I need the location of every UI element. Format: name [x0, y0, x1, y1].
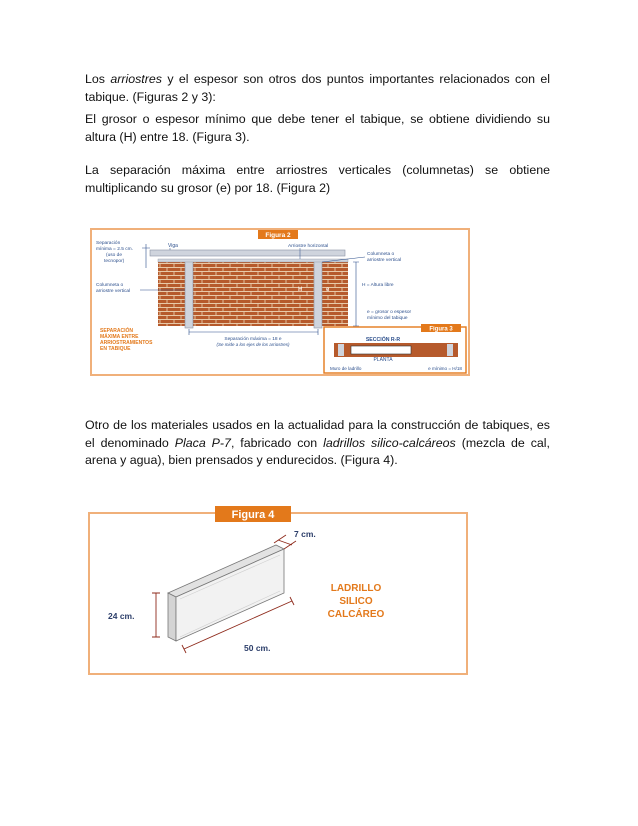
label-muro: Muro de ladrillo [330, 366, 362, 371]
brick-name-3: CALCÁREO [327, 609, 385, 620]
figure-4 [88, 505, 468, 676]
emphasis-arriostres: arriostres [110, 72, 162, 86]
label-viga: Viga [168, 243, 178, 249]
label-sep-max-2: (Se mide a los ejes de los arriostres) [216, 342, 290, 347]
figure-2-title: Figura 2 [265, 232, 291, 239]
paragraph-grosor: El grosor o espesor mínimo que debe tener el tabique, se obtiene dividiendo su altura (H) entre 18. (Figura 3). [85, 112, 550, 144]
brick-side-face [168, 593, 176, 641]
text-run: (mezcla de cal, arena y agua), bien prensados y endurecidos. (Figura 4). [85, 435, 550, 468]
figure-3-title: Figura 3 [429, 326, 453, 333]
label-sep-max-1: Separación máxima = 18 e [224, 337, 282, 342]
label-width: 7 cm. [294, 529, 316, 539]
label-sep-min-4: tecnopor) [104, 259, 125, 264]
label-e-min: e mínimo = H/18 [428, 366, 462, 371]
text-run: , fabricado con [230, 435, 324, 450]
caption-separacion-1: SEPARACIÓN [100, 328, 133, 334]
label-grosor-1: e = grosor o espesor [367, 310, 412, 315]
figure-2-3 [90, 228, 470, 376]
paragraph-placa-p7 [85, 417, 550, 470]
viga-beam [150, 250, 345, 256]
brick-name-1: LADRILLO [330, 583, 382, 594]
caption-separacion-2: MÁXIMA ENTRE [100, 334, 139, 340]
arriostre-horizontal [158, 259, 348, 262]
paragraph-arriostres [85, 71, 550, 106]
label-altura-libre: H = Altura libre [362, 283, 394, 288]
caption-separacion-4: EN TABIQUE [100, 346, 131, 352]
label-height: 24 cm. [108, 611, 135, 621]
label-sep-min-3: (uso de [106, 253, 122, 258]
figure-4-diagram [88, 505, 468, 676]
label-columneta-right-2: arriostre vertical [367, 258, 402, 263]
label-length: 50 cm. [244, 643, 271, 653]
emphasis-placa: Placa P-7 [174, 435, 231, 450]
label-sep-min-1: Separación [96, 241, 121, 246]
figure-4-title: Figura 4 [231, 509, 275, 521]
label-grosor-2: mínimo del tabique [367, 316, 408, 321]
columneta-left [185, 260, 193, 328]
e-mark: e [326, 287, 330, 293]
label-arriostre-horizontal: Arriostre horizontal [288, 244, 329, 249]
label-columneta-right-1: Columneta o [367, 252, 395, 257]
section-column-left [338, 344, 344, 356]
label-sep-min-2: mínima = 2.5 cm. [96, 247, 133, 252]
label-seccion: SECCIÓN R-R [365, 337, 401, 343]
paragraph-separacion: La separación máxima entre arriostres verticales (columnetas) se obtiene multiplicando su grosor (e) por 18. (Figura 2) [85, 163, 550, 195]
section-void [351, 346, 411, 354]
label-columneta-left-1: Columneta o [96, 283, 124, 288]
text-run: Los [85, 72, 111, 86]
text-run: Otro de los materiales usados en la actualidad para la construcción de tabiques, es el denominado [85, 418, 550, 450]
text-run: y el espesor son otros dos puntos importantes relacionados con el tabique. (Figuras 2 y 3): [85, 72, 551, 104]
columneta-right [314, 260, 322, 328]
label-columneta-left-2: arriostre vertical [96, 289, 131, 294]
figure-2-3-diagram [90, 228, 470, 376]
section-column-right [447, 344, 453, 356]
caption-separacion-3: ARRIOSTRAMIENTOS [100, 340, 153, 346]
emphasis-ladrillos: ladrillos silico-calcáreos [323, 435, 456, 450]
h-mark: H [298, 287, 303, 293]
label-planta: PLANTA [373, 357, 393, 363]
brick-name-2: SILICO [339, 596, 373, 607]
